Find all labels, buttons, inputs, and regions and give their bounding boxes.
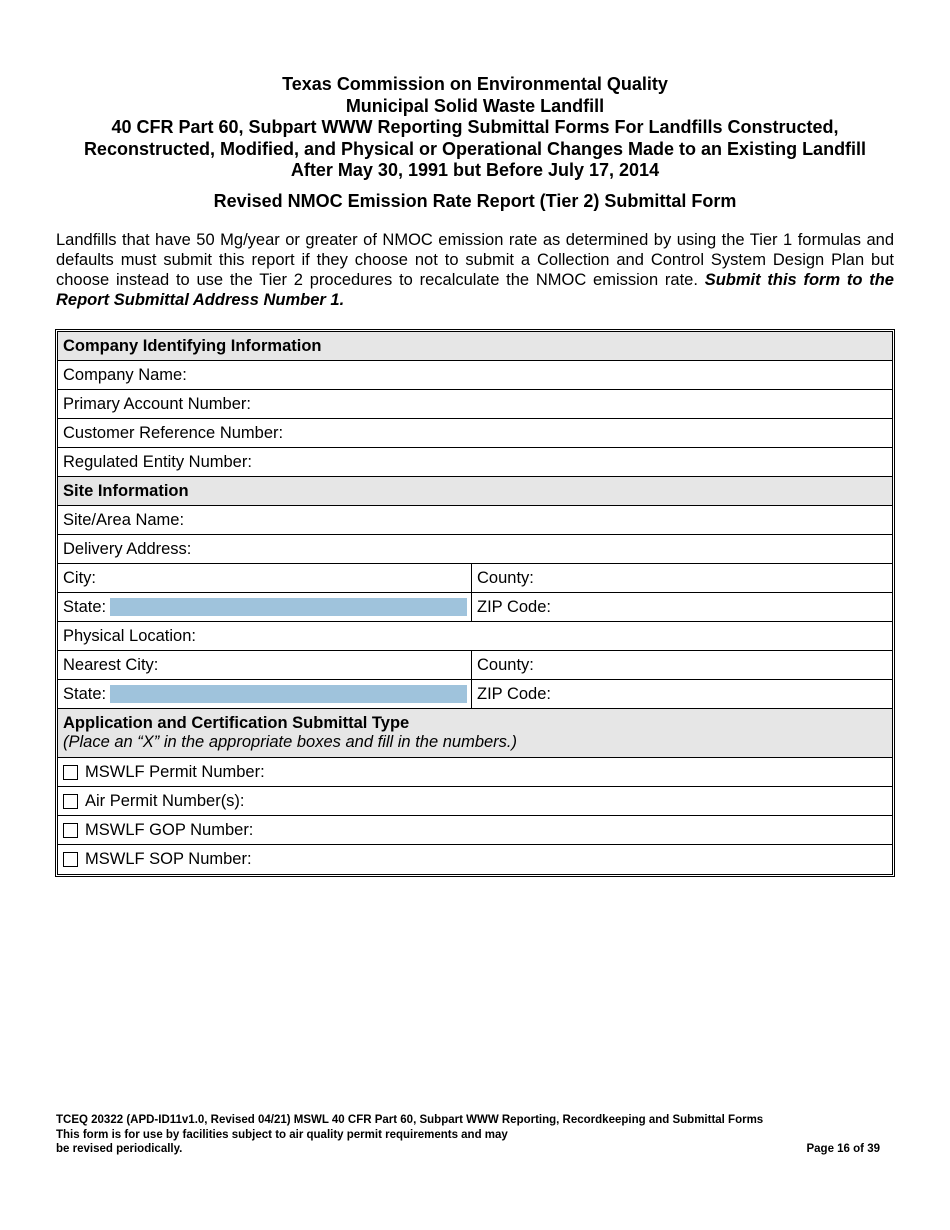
program-title: Municipal Solid Waste Landfill (345, 95, 605, 116)
form-subtitle: Revised NMOC Emission Rate Report (Tier 2) Submittal Form (213, 190, 737, 211)
nearest-city-county-row (58, 651, 892, 680)
site-section-header: Site Information (58, 477, 892, 506)
mswlf-gop-checkbox[interactable] (63, 823, 78, 838)
nearest-city-field[interactable]: Nearest City: (58, 651, 472, 679)
city-county-row (58, 564, 892, 593)
regulation-title-line1: 40 CFR Part 60, Subpart WWW Reporting Submittal Forms For Landfills Constructed, (111, 117, 839, 137)
footer-note-line1: This form is for use by facilities subject to air quality permit requirements and may (56, 1128, 508, 1141)
state-field-2 (58, 680, 472, 708)
footer-form-id: TCEQ 20322 (APD-ID11v1.0, Revised 04/21) MSWL 40 CFR Part 60, Subpart WWW Reporting, Recordkeeping and Submittal Forms (56, 1114, 764, 1126)
mswlf-sop-checkbox[interactable] (63, 852, 78, 867)
company-section-header: Company Identifying Information (58, 332, 892, 361)
county-field[interactable]: County: (477, 568, 534, 587)
physical-location-field[interactable]: Physical Location: (58, 622, 892, 651)
site-name-field[interactable]: Site/Area Name: (58, 506, 892, 535)
delivery-address-field[interactable]: Delivery Address: (58, 535, 892, 564)
primary-account-field[interactable]: Primary Account Number: (58, 390, 892, 419)
application-section-header (58, 709, 892, 758)
air-permit-row (58, 787, 892, 816)
application-header-instructions: (Place an “X” in the appropriate boxes and fill in the numbers.) (63, 733, 517, 751)
zip-field[interactable]: ZIP Code: (477, 597, 551, 616)
agency-title: Texas Commission on Environmental Quality (282, 74, 668, 94)
intro-emphasis: Submit this form to the Report Submittal Address Number 1. (56, 271, 894, 309)
state-label: State: (63, 597, 107, 616)
state-dropdown-2[interactable] (110, 685, 467, 703)
page-footer (56, 1113, 880, 1157)
mswlf-sop-label: MSWLF SOP Number: (85, 850, 252, 868)
mswlf-permit-row (58, 758, 892, 787)
mswlf-permit-label: MSWLF Permit Number: (85, 762, 265, 781)
footer-note-line2: be revised periodically. (56, 1143, 183, 1155)
air-permit-checkbox[interactable] (63, 794, 78, 809)
county-field-2[interactable]: County: (477, 655, 534, 674)
company-name-field[interactable]: Company Name: (58, 361, 892, 390)
mswlf-sop-row (58, 845, 892, 874)
intro-text: Landfills that have 50 Mg/year or greater of NMOC emission rate as determined by using the Tier 1 formulas and defaults must submit this report if they choose not to submit a Collection and Control System Design Plan but choose instead to use the Tier 2 procedures to recalculate the NMOC emission rate. (56, 231, 894, 289)
application-header-title: Application and Certification Submittal Type (63, 714, 410, 732)
city-field[interactable]: City: (58, 564, 472, 592)
submittal-form-table (55, 329, 895, 877)
intro-paragraph (56, 230, 894, 310)
zip-field-2[interactable]: ZIP Code: (477, 684, 551, 703)
air-permit-label: Air Permit Number(s): (85, 791, 245, 810)
regulated-entity-field[interactable]: Regulated Entity Number: (58, 448, 892, 477)
state-zip-row (58, 593, 892, 622)
state-dropdown[interactable] (110, 598, 467, 616)
mswlf-gop-row (58, 816, 892, 845)
mswlf-permit-checkbox[interactable] (63, 765, 78, 780)
document-header (56, 74, 894, 212)
regulation-title-line3: After May 30, 1991 but Before July 17, 2014 (290, 160, 660, 180)
mswlf-gop-label: MSWLF GOP Number: (85, 820, 254, 839)
page-number: Page 16 of 39 (806, 1143, 880, 1155)
state-label-2: State: (63, 684, 107, 703)
state-field (58, 593, 472, 621)
customer-reference-field[interactable]: Customer Reference Number: (58, 419, 892, 448)
regulation-title-line2: Reconstructed, Modified, and Physical or Operational Changes Made to an Existing Landfill (83, 138, 867, 159)
state-zip-row-2 (58, 680, 892, 709)
